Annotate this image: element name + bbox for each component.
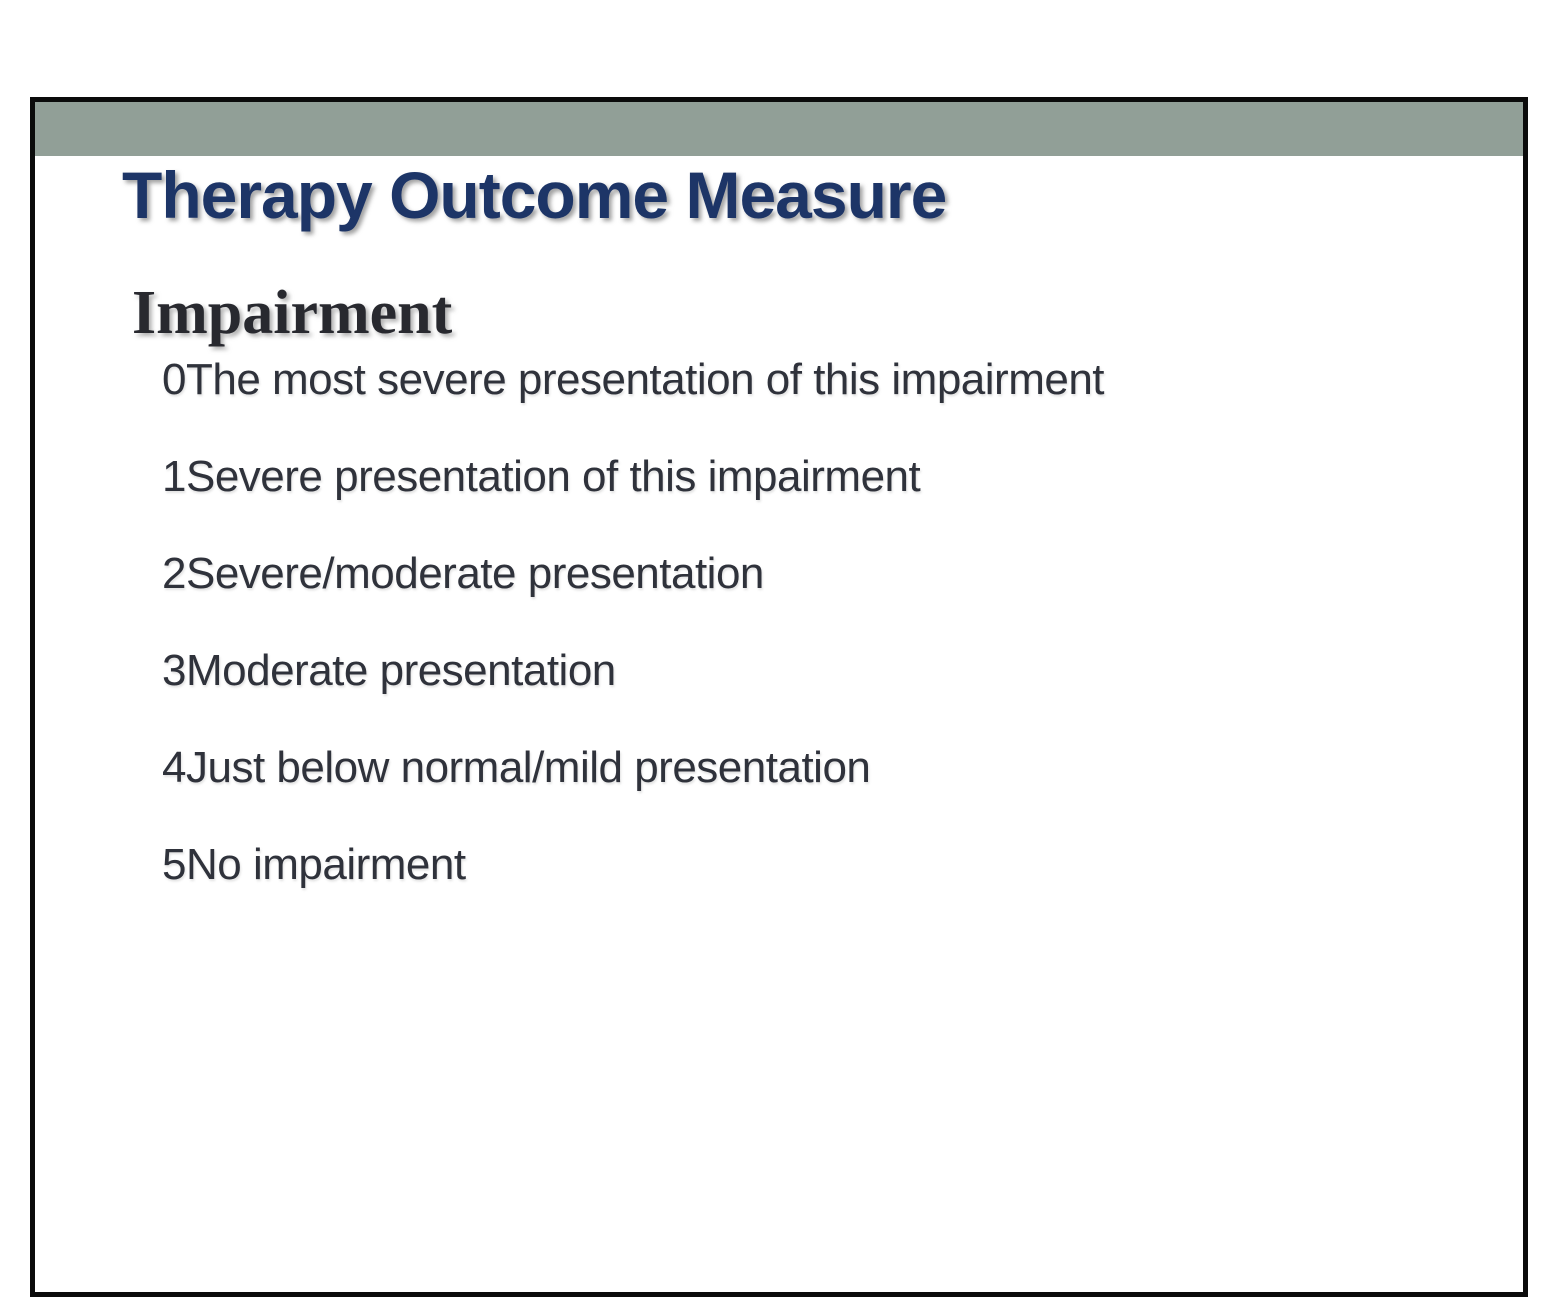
scale-item-value: 1 <box>162 452 186 501</box>
scale-item-label: Severe presentation of this impairment <box>185 452 921 501</box>
slide-header-bar <box>35 102 1523 156</box>
scale-item-value: 3 <box>162 646 186 695</box>
scale-item-label: Moderate presentation <box>185 646 616 695</box>
slide <box>30 97 1528 1297</box>
scale-item-label: Severe/moderate presentation <box>185 549 764 598</box>
scale-item-0 <box>162 355 1105 404</box>
scale-item-label: No impairment <box>185 840 466 889</box>
scale-item-3 <box>162 646 1104 695</box>
scale-item-2 <box>162 549 1104 598</box>
scale-item-value: 2 <box>162 549 186 598</box>
scale-item-label: Just below normal/mild presentation <box>185 743 871 792</box>
scale-item-5 <box>162 840 1104 889</box>
impairment-scale-list <box>162 355 1105 940</box>
scale-item-value: 4 <box>162 743 186 792</box>
scale-item-label: The most severe presentation of this impairment <box>185 355 1105 404</box>
scale-item-1 <box>162 452 1104 501</box>
slide-title: Therapy Outcome Measure <box>122 158 947 232</box>
scale-item-value: 5 <box>162 840 186 889</box>
section-heading-impairment: Impairment <box>132 279 453 347</box>
scale-item-value: 0 <box>162 355 186 404</box>
scale-item-4 <box>162 743 1104 792</box>
